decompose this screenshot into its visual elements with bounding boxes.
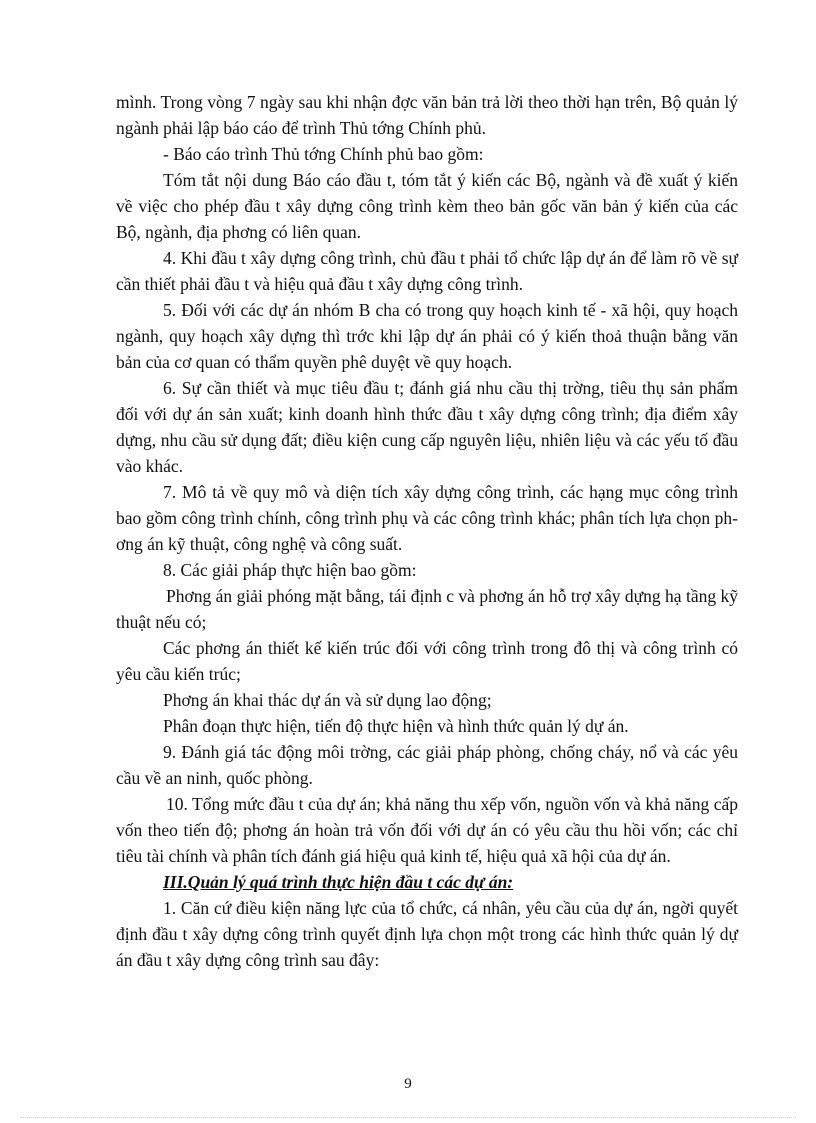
paragraph: Phơng án khai thác dự án và sử dụng lao động; bbox=[163, 690, 492, 710]
paragraph: 10. Tổng mức đầu t của dự án; khả năng thu xếp vốn, nguồn vốn và khả năng cấp vốn theo tiến độ; phơng án hoàn trả vốn đối với dự án có yêu cầu thu hồi vốn; các chỉ tiêu tài chính và phân tích đánh giá hiệu quả kinh tế, hiệu quả xã hội của dự án. bbox=[116, 794, 738, 866]
paragraph: 9. Đánh giá tác động môi trờng, các giải pháp phòng, chống cháy, nổ và các yêu cầu về an ninh, quốc phòng. bbox=[116, 742, 738, 788]
paragraph: 4. Khi đầu t xây dựng công trình, chủ đầu t phải tổ chức lập dự án để làm rõ về sự cần thiết phải đầu t và hiệu quả đầu t xây dựng công trình. bbox=[116, 248, 738, 294]
paragraph: Tóm tắt nội dung Báo cáo đầu t, tóm tắt ý kiến các Bộ, ngành và đề xuất ý kiến về việc cho phép đầu t xây dựng công trình kèm theo bản gốc văn bản ý kiến của các Bộ, ngành, địa phơng có liên quan. bbox=[116, 170, 738, 242]
paragraph: Các phơng án thiết kế kiến trúc đối với công trình trong đô thị và công trình có yêu cầu kiến trúc; bbox=[116, 638, 738, 684]
paragraph: 7. Mô tả về quy mô và diện tích xây dựng công trình, các hạng mục công trình bao gồm công trình chính, công trình phụ và các công trình khác; phân tích lựa chọn phơng án kỹ thuật, công nghệ và công suất. bbox=[116, 482, 738, 554]
paragraph: - Báo cáo trình Thủ tớng Chính phủ bao gồm: bbox=[163, 144, 484, 164]
document-body bbox=[116, 89, 738, 973]
paragraph: 6. Sự cần thiết và mục tiêu đầu t; đánh giá nhu cầu thị trờng, tiêu thụ sản phẩm đối với dự án sản xuất; kinh doanh hình thức đầu t xây dựng công trình; địa điểm xây dựng, nhu cầu sử dụng đất; điều kiện cung cấp nguyên liệu, nhiên liệu và các yếu tố đầu vào khác. bbox=[116, 378, 738, 476]
paragraph: Phơng án giải phóng mặt bằng, tái định c và phơng án hỗ trợ xây dựng hạ tầng kỹ thuật nếu có; bbox=[116, 586, 738, 632]
paragraph: mình. Trong vòng 7 ngày sau khi nhận đợc văn bản trả lời theo thời hạn trên, Bộ quản lý ngành phải lập báo cáo để trình Thủ tớng Chính phủ. bbox=[116, 92, 738, 138]
section-heading-text: III.Quản lý quá trình thực hiện đầu t các dự án: bbox=[163, 872, 514, 892]
paragraph: 8. Các giải pháp thực hiện bao gồm: bbox=[163, 560, 417, 580]
paragraph: 1. Căn cứ điều kiện năng lực của tổ chức, cá nhân, yêu cầu của dự án, ngời quyết định đầu t xây dựng công trình quyết định lựa chọn một trong các hình thức quản lý dự án đầu t xây dựng công trình sau đây: bbox=[116, 898, 738, 970]
paragraph: 5. Đối với các dự án nhóm B cha có trong quy hoạch kinh tế - xã hội, quy hoạch ngành, quy hoạch xây dựng thì trớc khi lập dự án phải có ý kiến thoả thuận bằng văn bản của cơ quan có thẩm quyền phê duyệt về quy hoạch. bbox=[116, 300, 738, 372]
section-heading bbox=[116, 869, 738, 895]
page-number: 9 bbox=[404, 1076, 412, 1092]
paragraph: Phân đoạn thực hiện, tiến độ thực hiện và hình thức quản lý dự án. bbox=[163, 716, 629, 736]
footer-divider bbox=[20, 1117, 796, 1118]
